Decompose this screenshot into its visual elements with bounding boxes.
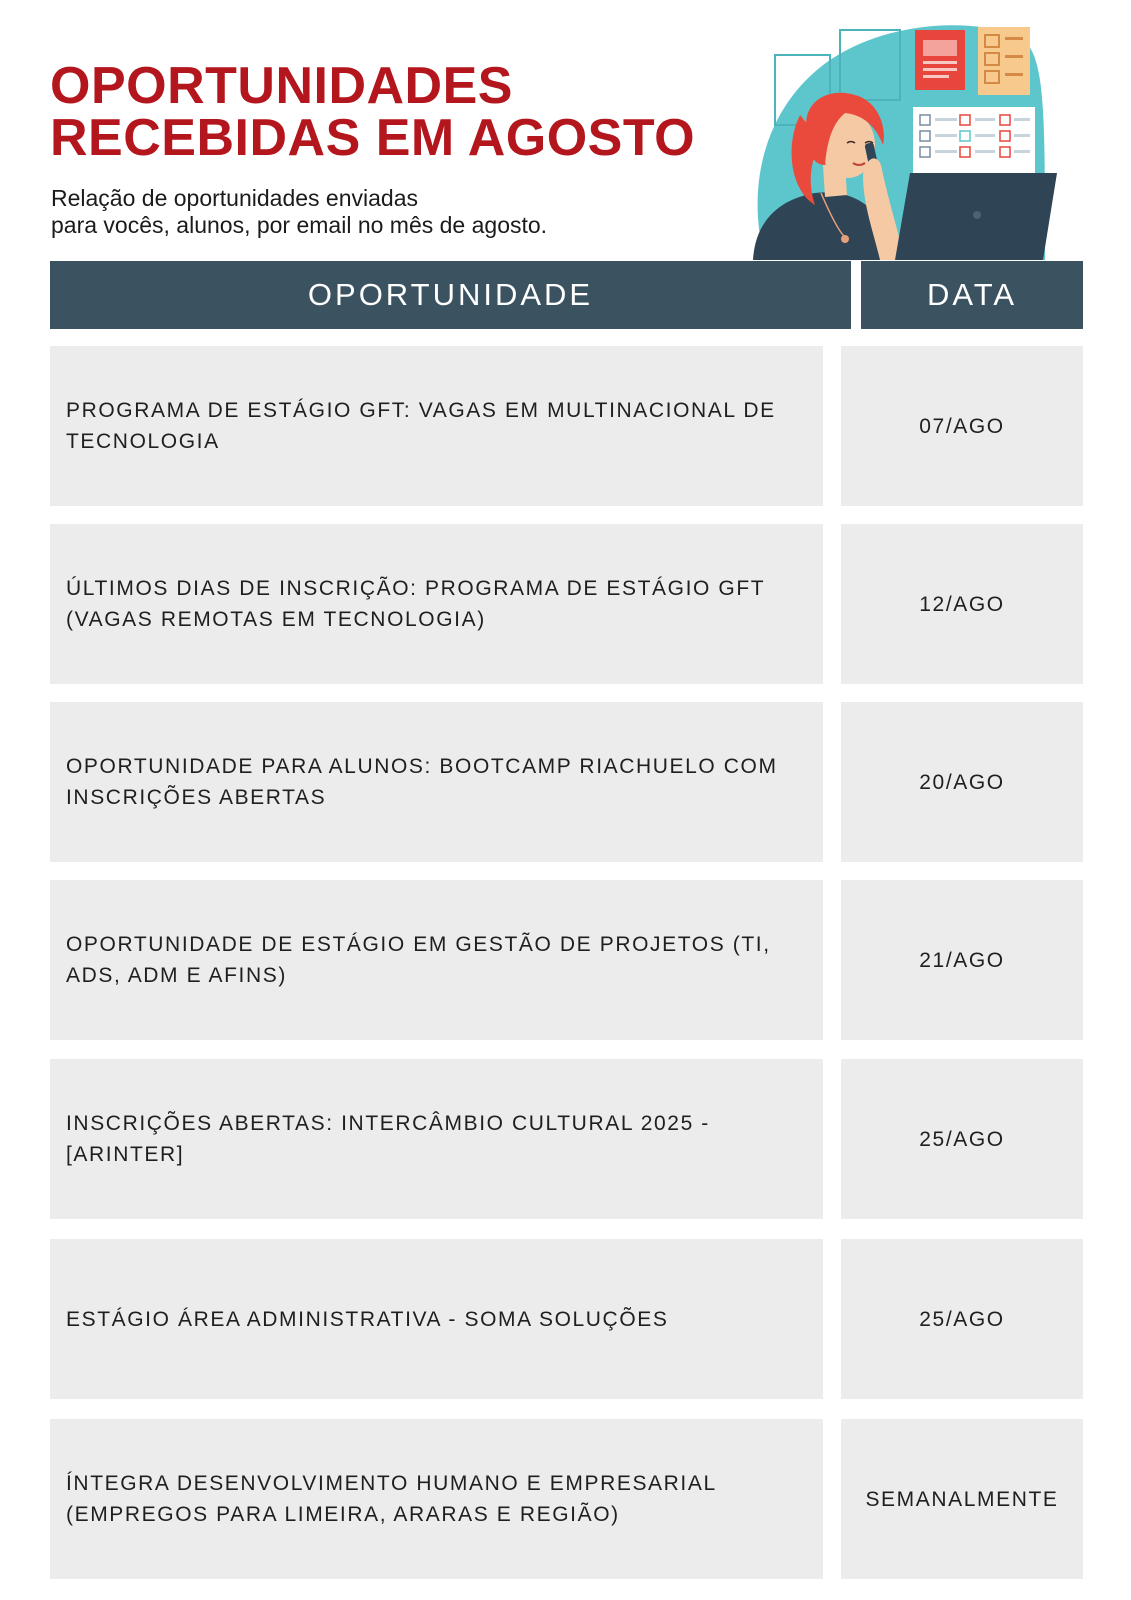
opportunity-cell-6: ESTÁGIO ÁREA ADMINISTRATIVA - SOMA SOLUÇÕES xyxy=(50,1239,823,1399)
column-header-opportunity: OPORTUNIDADE xyxy=(50,261,851,329)
date-cell-2: 12/AGO xyxy=(841,524,1083,684)
subtitle-line-1: Relação de oportunidades enviadas xyxy=(51,185,418,211)
opportunity-cell-1: PROGRAMA DE ESTÁGIO GFT: VAGAS EM MULTINACIONAL DE TECNOLOGIA xyxy=(50,346,823,506)
date-cell-4: 21/AGO xyxy=(841,880,1083,1040)
woman-on-phone-illustration-icon xyxy=(745,15,1085,270)
date-cell-3: 20/AGO xyxy=(841,702,1083,862)
opportunity-cell-7: ÍNTEGRA DESENVOLVIMENTO HUMANO E EMPRESARIAL (EMPREGOS PARA LIMEIRA, ARARAS E REGIÃO) xyxy=(50,1419,823,1579)
opportunity-cell-2: ÚLTIMOS DIAS DE INSCRIÇÃO: PROGRAMA DE ESTÁGIO GFT (VAGAS REMOTAS EM TECNOLOGIA) xyxy=(50,524,823,684)
opportunity-cell-4: OPORTUNIDADE DE ESTÁGIO EM GESTÃO DE PROJETOS (TI, ADS, ADM E AFINS) xyxy=(50,880,823,1040)
opportunity-cell-3: OPORTUNIDADE PARA ALUNOS: BOOTCAMP RIACHUELO COM INSCRIÇÕES ABERTAS xyxy=(50,702,823,862)
page-title xyxy=(50,57,696,167)
subtitle-line-2: para vocês, alunos, por email no mês de agosto. xyxy=(51,212,548,238)
column-header-date: DATA xyxy=(861,261,1083,329)
date-cell-7: SEMANALMENTE xyxy=(841,1419,1083,1579)
opportunity-cell-5: INSCRIÇÕES ABERTAS: INTERCÂMBIO CULTURAL 2025 - [ARINTER] xyxy=(50,1059,823,1219)
title-line-2: RECEBIDAS EM AGOSTO xyxy=(50,109,696,167)
date-cell-6: 25/AGO xyxy=(841,1239,1083,1399)
page-subtitle xyxy=(51,185,547,239)
date-cell-1: 07/AGO xyxy=(841,346,1083,506)
title-line-1: OPORTUNIDADES xyxy=(50,57,513,115)
date-cell-5: 25/AGO xyxy=(841,1059,1083,1219)
